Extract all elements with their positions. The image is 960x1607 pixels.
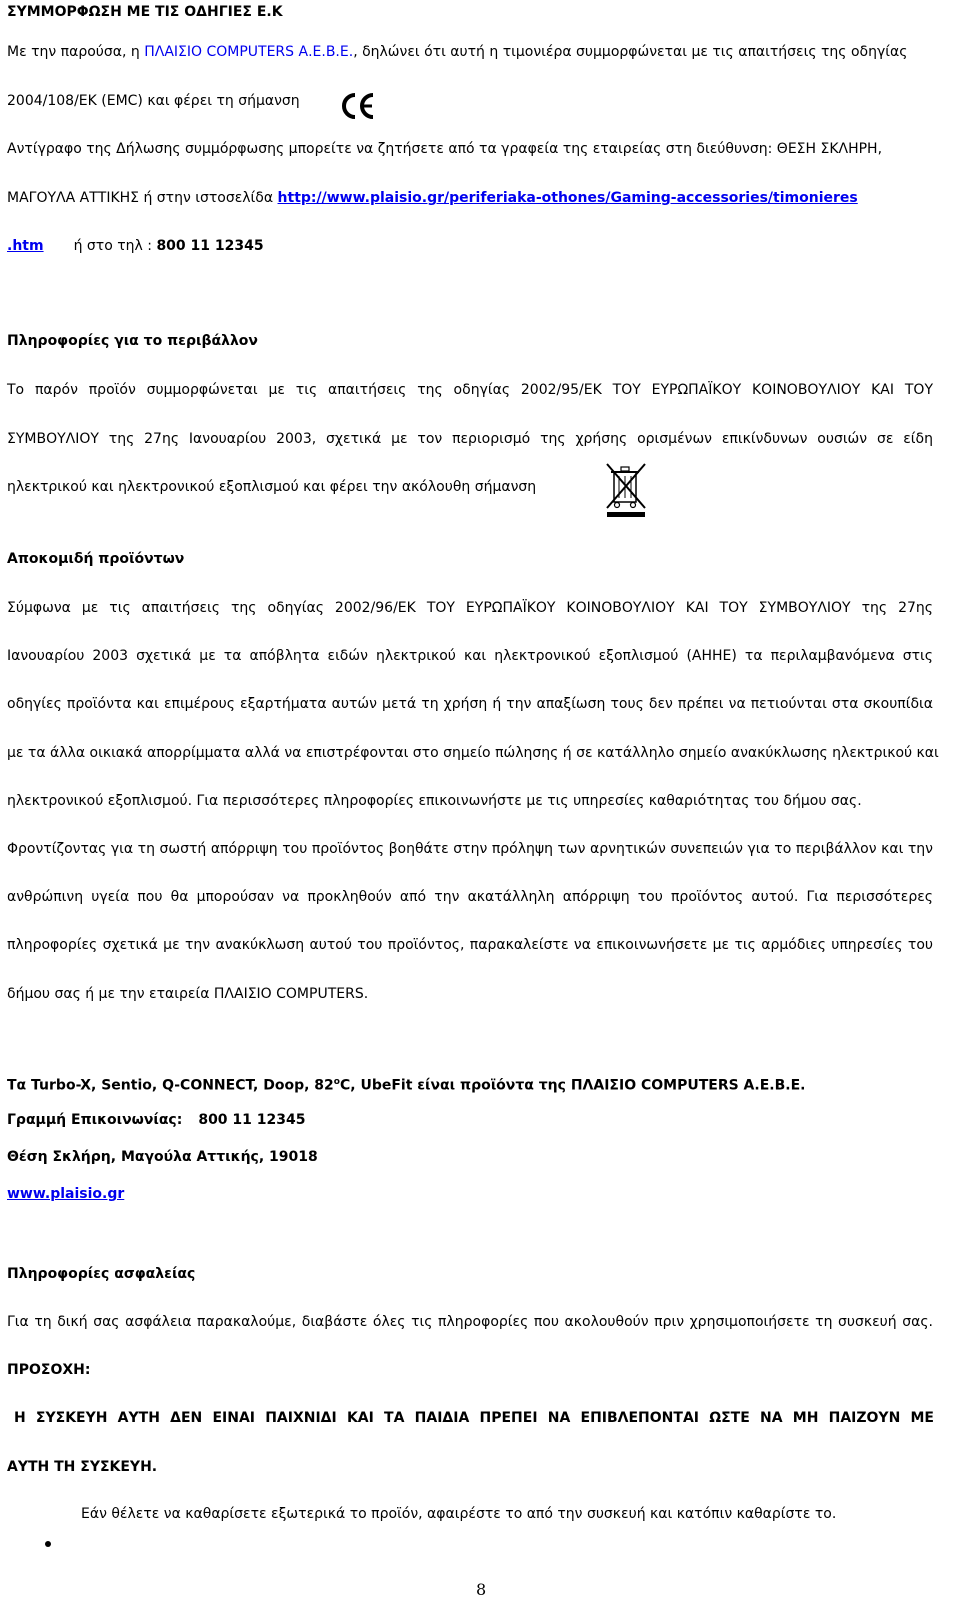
environment-line: Το παρόν προϊόν συμμορφώνεται με τις απαιτήσεις της οδηγίας 2002/95/ΕΚ ΤΟΥ ΕΥΡΩΠΑΪΚΟΥ ΚΟΙΝΟΒΟΥΛΙΟΥ ΚΑΙ ΤΟΥ [7,382,933,398]
website-line [7,1184,124,1204]
ce-website-line [7,188,858,208]
disposal-line: Σύμφωνα με τις απαιτήσεις της οδηγίας 2002/96/ΕΚ ΤΟΥ ΕΥΡΩΠΑΪΚΟΥ ΚΟΙΝΟΒΟΥΛΙΟΥ ΚΑΙ ΤΟΥ ΣΥΜΒΟΥΛΙΟΥ της 27ης [7,600,933,616]
disposal-line: Φροντίζοντας για τη σωστή απόρριψη του προϊόντος βοηθάτε στην πρόληψη των αρνητικών συνεπειών για το περιβάλλον και την [7,841,933,857]
phone-prefix: ή στο τηλ : [73,238,157,254]
safety-intro: Για τη δική σας ασφάλεια παρακαλούμε, διαβάστε όλες τις πληροφορίες που ακολουθούν πριν χρησιμοποιήσετε τη συσκευή σας. [7,1314,933,1330]
contact-label: Γραμμή Επικοινωνίας: [7,1112,183,1128]
safety-title: Πληροφορίες ασφαλείας [7,1266,196,1282]
warning-line: Η ΣΥΣΚΕΥΗ ΑΥΤΗ ΔΕΝ ΕΙΝΑΙ ΠΑΙΧΝΙΔΙ ΚΑΙ ΤΑ ΠΑΙΔΙΑ ΠΡΕΠΕΙ ΝΑ ΕΠΙΒΛΕΠΟΝΤΑΙ ΩΣΤΕ ΝΑ ΜΗ ΠΑΙΖΟΥΝ ΜΕ [14,1410,934,1426]
disposal-line: ηλεκτρονικού εξοπλισμού. Για περισσότερες πληροφορίες επικοινωνήστε με τις υπηρεσίες καθαριότητας του δήμου σας. [7,793,862,809]
environment-line: ηλεκτρικού και ηλεκτρονικού εξοπλισμού και φέρει την ακόλουθη σήμανση [7,479,537,495]
ce-line4-prefix: ΜΑΓΟΥΛΑ ΑΤΤΙΚΗΣ ή στην ιστοσελίδα [7,190,278,206]
company-name: ΠΛΑΙΣΙΟ COMPUTERS Α.Ε.Β.Ε. [144,44,354,60]
disposal-line: πληροφορίες σχετικά με την ανακύκλωση αυτού του προϊόντος, παρακαλείστε να επικοινωνήσετε με τις αρμόδιες υπηρεσίες του [7,937,933,953]
product-page-link-continued[interactable]: .htm [7,238,44,254]
disposal-title: Αποκομιδή προϊόντων [7,551,185,567]
ce-copy-request-line: Αντίγραφο της Δήλωσης συμμόρφωσης μπορείτε να ζητήσετε από τα γραφεία της εταιρείας στη διεύθυνση: ΘΕΣΗ ΣΚΛΗΡΗ, [7,141,883,157]
environment-line: ΣΥΜΒΟΥΛΙΟΥ της 27ης Ιανουαρίου 2003, σχετικά με τον περιορισμό της χρήσης ορισμένων επικίνδυνων ουσιών σε είδη [7,431,933,447]
warning-line: ΑΥΤΗ ΤΗ ΣΥΣΚΕΥΗ. [7,1459,158,1475]
disposal-line: με τα άλλα οικιακά απορρίμματα αλλά να επιστρέφονται στο σημείο πώλησης ή σε κατάλληλο σημείο ανακύκλωσης ηλεκτρικού και [7,745,939,761]
contact-line [7,1110,306,1130]
ce-line1-suffix: , δηλώνει ότι αυτή η τιμονιέρα συμμορφώνεται με τις απαιτήσεις της οδηγίας [353,44,908,60]
brands-line [7,1072,805,1096]
ce-section-title: ΣΥΜΜΟΡΦΩΣΗ ΜΕ ΤΙΣ ΟΔΗΓΙΕΣ Ε.Κ [7,4,283,20]
contact-number: 800 11 12345 [198,1112,306,1128]
disposal-line: δήμου σας ή με την εταιρεία ΠΛΑΙΣΙΟ COMPUTERS. [7,986,369,1002]
ce-declaration-line [7,42,907,62]
crossed-bin-icon [605,462,647,518]
page-number: 8 [476,1580,487,1599]
disposal-line: ανθρώπινη υγεία που θα μπορούσαν να προκληθούν από την ακατάλληλη απόρριψη του προϊόντος αυτού. Για περισσότερες [7,889,933,905]
ce-phone-line [7,236,264,256]
disposal-line: Ιανουαρίου 2003 σχετικά με τα απόβλητα ειδών ηλεκτρικού και ηλεκτρονικού εξοπλισμού (ΑΗΗΕ) τα περιλαμβανόμενα στις [7,648,933,664]
environment-title: Πληροφορίες για το περιβάλλον [7,333,258,349]
brands-suffix: C, UbeFit είναι προϊόντα της ΠΛΑΙΣΙΟ COMPUTERS Α.Ε.Β.Ε. [339,1077,806,1094]
ce-line1-prefix: Με την παρούσα, η [7,44,145,60]
bullet-item: Εάν θέλετε να καθαρίσετε εξωτερικά το προϊόν, αφαιρέστε το από την συσκευή και κατόπιν καθαρίστε το. [81,1506,837,1522]
company-address: Θέση Σκλήρη, Μαγούλα Αττικής, 19018 [7,1149,318,1165]
brands-prefix: Τα Turbo-X, Sentio, Q-CONNECT, Doop, 82 [7,1077,334,1094]
degree-sup: o [333,1077,340,1087]
product-page-link[interactable]: http://www.plaisio.gr/periferiaka-othones/Gaming-accessories/timonieres [277,190,858,206]
disposal-line: οδηγίες προϊόντα και επιμέρους εξαρτήματα αυτών μετά τη χρήση ή την απαξίωση τους δεν πρέπει να πετιούνται στα σκουπίδια [7,696,933,712]
website-link[interactable]: www.plaisio.gr [7,1186,125,1202]
ce-mark-icon [337,92,379,120]
ce-directive-line: 2004/108/ΕΚ (EMC) και φέρει τη σήμανση [7,93,300,109]
caution-label: ΠΡΟΣΟΧΗ: [7,1362,91,1378]
bullet-dot-icon [45,1541,51,1547]
phone-number: 800 11 12345 [156,238,264,254]
